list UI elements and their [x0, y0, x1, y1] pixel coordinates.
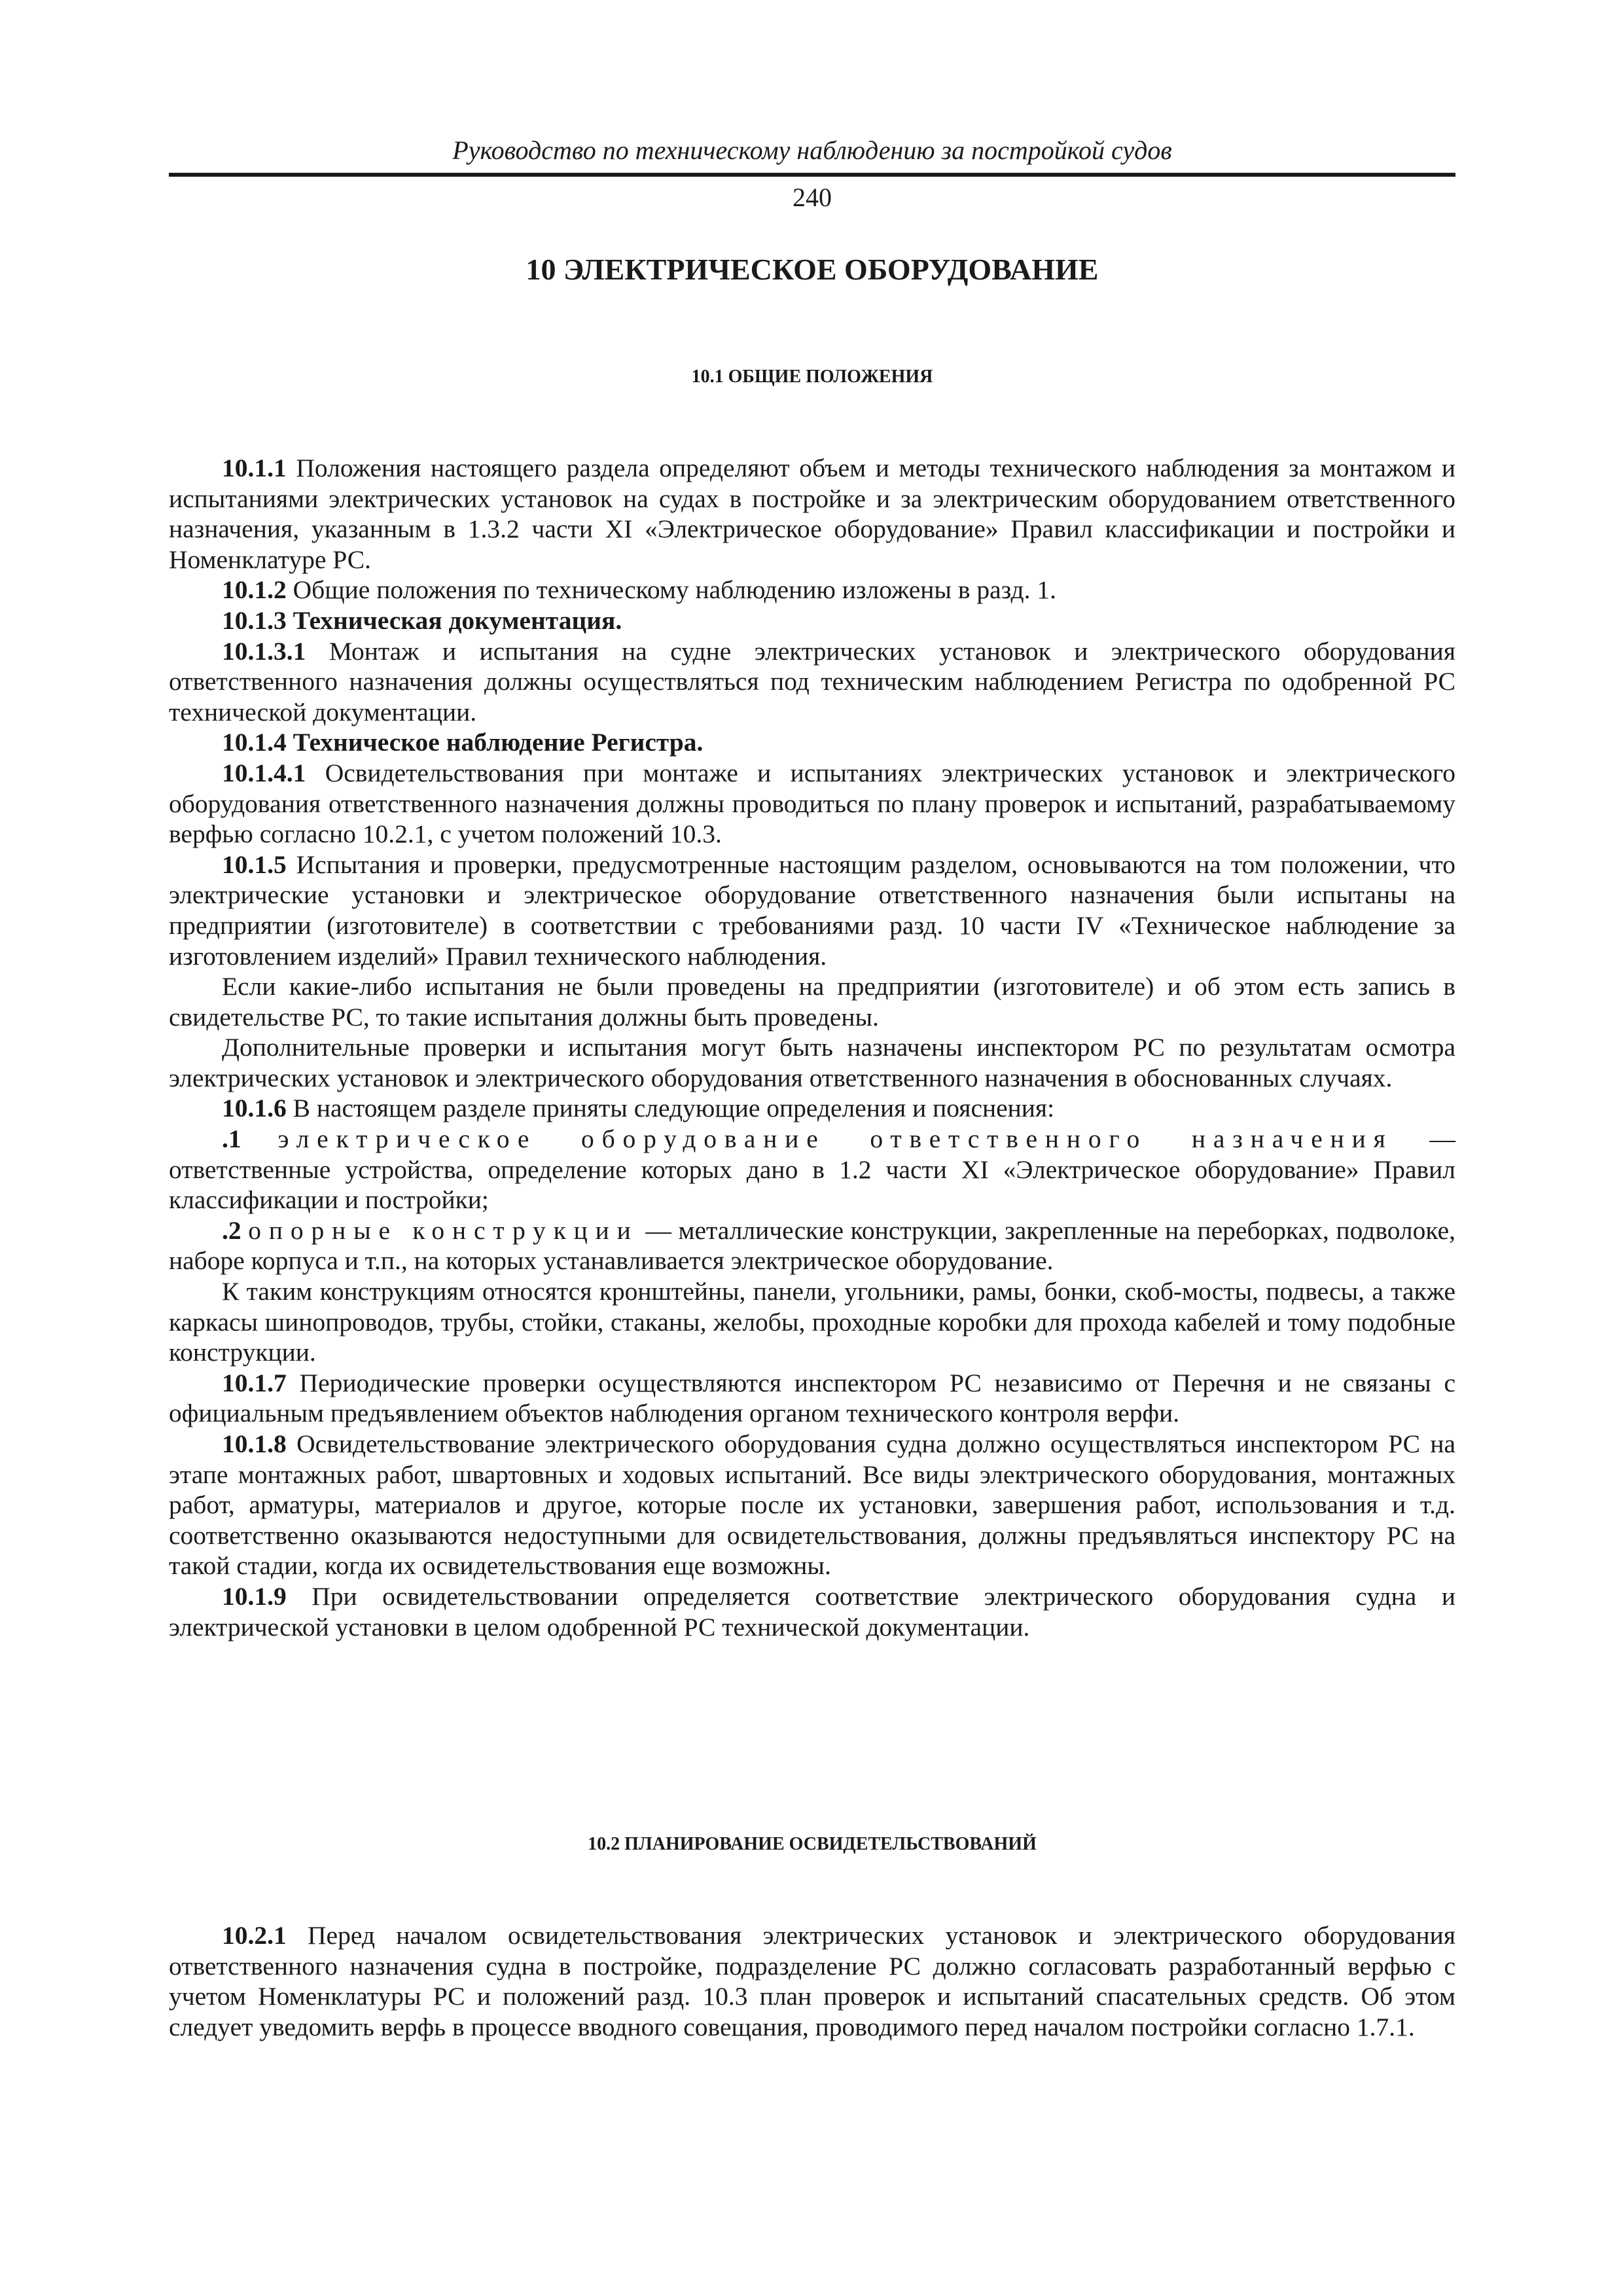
paragraph-untested: Если какие-либо испытания не были проведены на предприятии (изготовителе) и об этом есть запись в свидетельстве РС, то такие испытания должны быть проведены.	[169, 972, 1455, 1031]
clause-heading: 10.1.4 Техническое наблюдение Регистра.	[222, 728, 704, 757]
definition-text: — ответственные устройства, определение которых дано в 1.2 части XI «Электрическое оборудование» Правил классификации и постройки;	[169, 1124, 1456, 1215]
section-title-10-1: 10.1 ОБЩИЕ ПОЛОЖЕНИЯ	[691, 367, 933, 387]
paragraph-10-1-1	[169, 453, 1455, 575]
paragraph-10-1-5	[169, 850, 1455, 971]
paragraph-text: Освидетельствование электрического оборудования судна должно осуществляться инспектором РС на этапе монтажных работ, швартовных и ходовых испытаний. Все виды электрического оборудования, монтажных работ, арматуры, материалов и другое, которые после их установки, завершения работ, использования и т.д. соответственно оказываются недоступными для освидетельствования, должны предъявляться инспектору РС на такой стадии, когда их освидетельствования еще возможны.	[169, 1429, 1455, 1581]
definition-number: .2	[222, 1215, 241, 1245]
clause-number: 10.1.3.1	[222, 636, 306, 666]
paragraph-additional-checks: Дополнительные проверки и испытания могут быть назначены инспектором РС по результатам осмотра электрических установок и электрического оборудования ответственного назначения в обоснованных случаях.	[169, 1033, 1455, 1092]
paragraph-text: Освидетельствования при монтаже и испытаниях электрических установок и электрического оборудования ответственного назначения должны проводиться по плану проверок и испытаний, разрабатываемому верфью согласно 10.2.1, с учетом положений 10.3.	[169, 758, 1455, 849]
clause-number: 10.1.8	[222, 1429, 287, 1458]
heading-10-1-4	[169, 727, 1455, 758]
clause-number: 10.2.1	[222, 1921, 287, 1950]
clause-number: 10.1.4.1	[222, 758, 306, 787]
paragraph-text: Перед началом освидетельствования электрических установок и электрического оборудования ответственного назначения судна в постройке, подразделение РС должно согласовать разработанный верфью с учетом Номенклатуры РС и положений разд. 10.3 план проверок и испытаний спасательных средств. Об этом следует уведомить верфь в процессе вводного совещания, проводимого перед началом постройки согласно 1.7.1.	[169, 1921, 1455, 2041]
clause-number: 10.1.9	[222, 1581, 287, 1611]
paragraph-text: Испытания и проверки, предусмотренные настоящим разделом, основываются на том положении, что электрические установки и электрическое оборудование ответственного назначения были испытаны на предприятии (изготовителе) в соответствии с требованиями разд. 10 части IV «Техническое наблюдение за изготовлением изделий» Правил технического наблюдения.	[169, 850, 1455, 971]
paragraph-text: Монтаж и испытания на судне электрических установок и электрического оборудования ответственного назначения должны осуществляться под техническим наблюдением Регистра по одобренной РС технической документации.	[169, 636, 1455, 726]
running-header-title: Руководство по техническому наблюдению за постройкой судов	[452, 135, 1172, 165]
paragraph-structures: К таким конструкциям относятся кронштейны, панели, угольники, рамы, бонки, скоб-мосты, подвесы, а также каркасы шинопроводов, трубы, стойки, стаканы, желобы, проходные коробки для прохода кабелей и тому подобные конструкции.	[169, 1277, 1455, 1367]
paragraph-10-1-8	[169, 1429, 1455, 1581]
definition-2	[169, 1215, 1455, 1276]
paragraph-text: Общие положения по техническому наблюдению изложены в разд. 1.	[286, 575, 1056, 605]
clause-number: 10.1.1	[222, 454, 287, 482]
chapter-title: 10 ЭЛЕКТРИЧЕСКОЕ ОБОРУДОВАНИЕ	[526, 253, 1099, 286]
paragraph-10-1-3-1	[169, 636, 1455, 728]
paragraph-10-1-6	[169, 1093, 1455, 1124]
clause-number: 10.1.6	[222, 1094, 287, 1123]
definition-1	[169, 1124, 1455, 1215]
clause-heading: 10.1.3 Техническая документация.	[222, 605, 622, 635]
paragraph-text: Периодические проверки осуществляются инспектором РС независимо от Перечня и не связаны с официальным предъявлением объектов наблюдения органом технического контроля верфи.	[169, 1368, 1455, 1428]
section-title-10-2: 10.2 ПЛАНИРОВАНИЕ ОСВИДЕТЕЛЬСТВОВАНИЙ	[588, 1834, 1037, 1854]
section-10-1-body	[169, 453, 1455, 1642]
definition-term: электрическое оборудование ответственного назначения	[277, 1124, 1393, 1154]
paragraph-10-2-1	[169, 1920, 1455, 2042]
header-rule	[169, 173, 1455, 177]
page-number: 240	[793, 183, 832, 212]
paragraph-10-1-7	[169, 1368, 1455, 1429]
clause-number: 10.1.7	[222, 1368, 287, 1397]
clause-number: 10.1.5	[222, 850, 287, 879]
definition-term: опорные конструкции	[248, 1215, 639, 1245]
paragraph-text: При освидетельствовании определяется соответствие электрического оборудования судна и электрической установки в целом одобренной РС технической документации.	[169, 1581, 1455, 1641]
paragraph-text: Положения настоящего раздела определяют объем и методы технического наблюдения за монтажом и испытаниями электрических установок на судах в постройке и за электрическим оборудованием ответственного назначения, указанным в 1.3.2 части XI «Электрическое оборудование» Правил классификации и постройки и Номенклатуре РС.	[169, 454, 1455, 574]
clause-number: 10.1.2	[222, 575, 287, 605]
paragraph-text: В настоящем разделе приняты следующие определения и пояснения:	[286, 1094, 1055, 1123]
definition-text: — металлические конструкции, закрепленные на переборках, подволоке, наборе корпуса и т.п., на которых устанавливается электрическое оборудование.	[169, 1215, 1455, 1276]
paragraph-10-1-4-1	[169, 758, 1455, 850]
paragraph-10-1-2	[169, 575, 1455, 605]
section-10-2-body	[169, 1920, 1455, 2042]
paragraph-10-1-9	[169, 1581, 1455, 1642]
heading-10-1-3	[169, 605, 1455, 636]
definition-number: .1	[222, 1124, 241, 1154]
